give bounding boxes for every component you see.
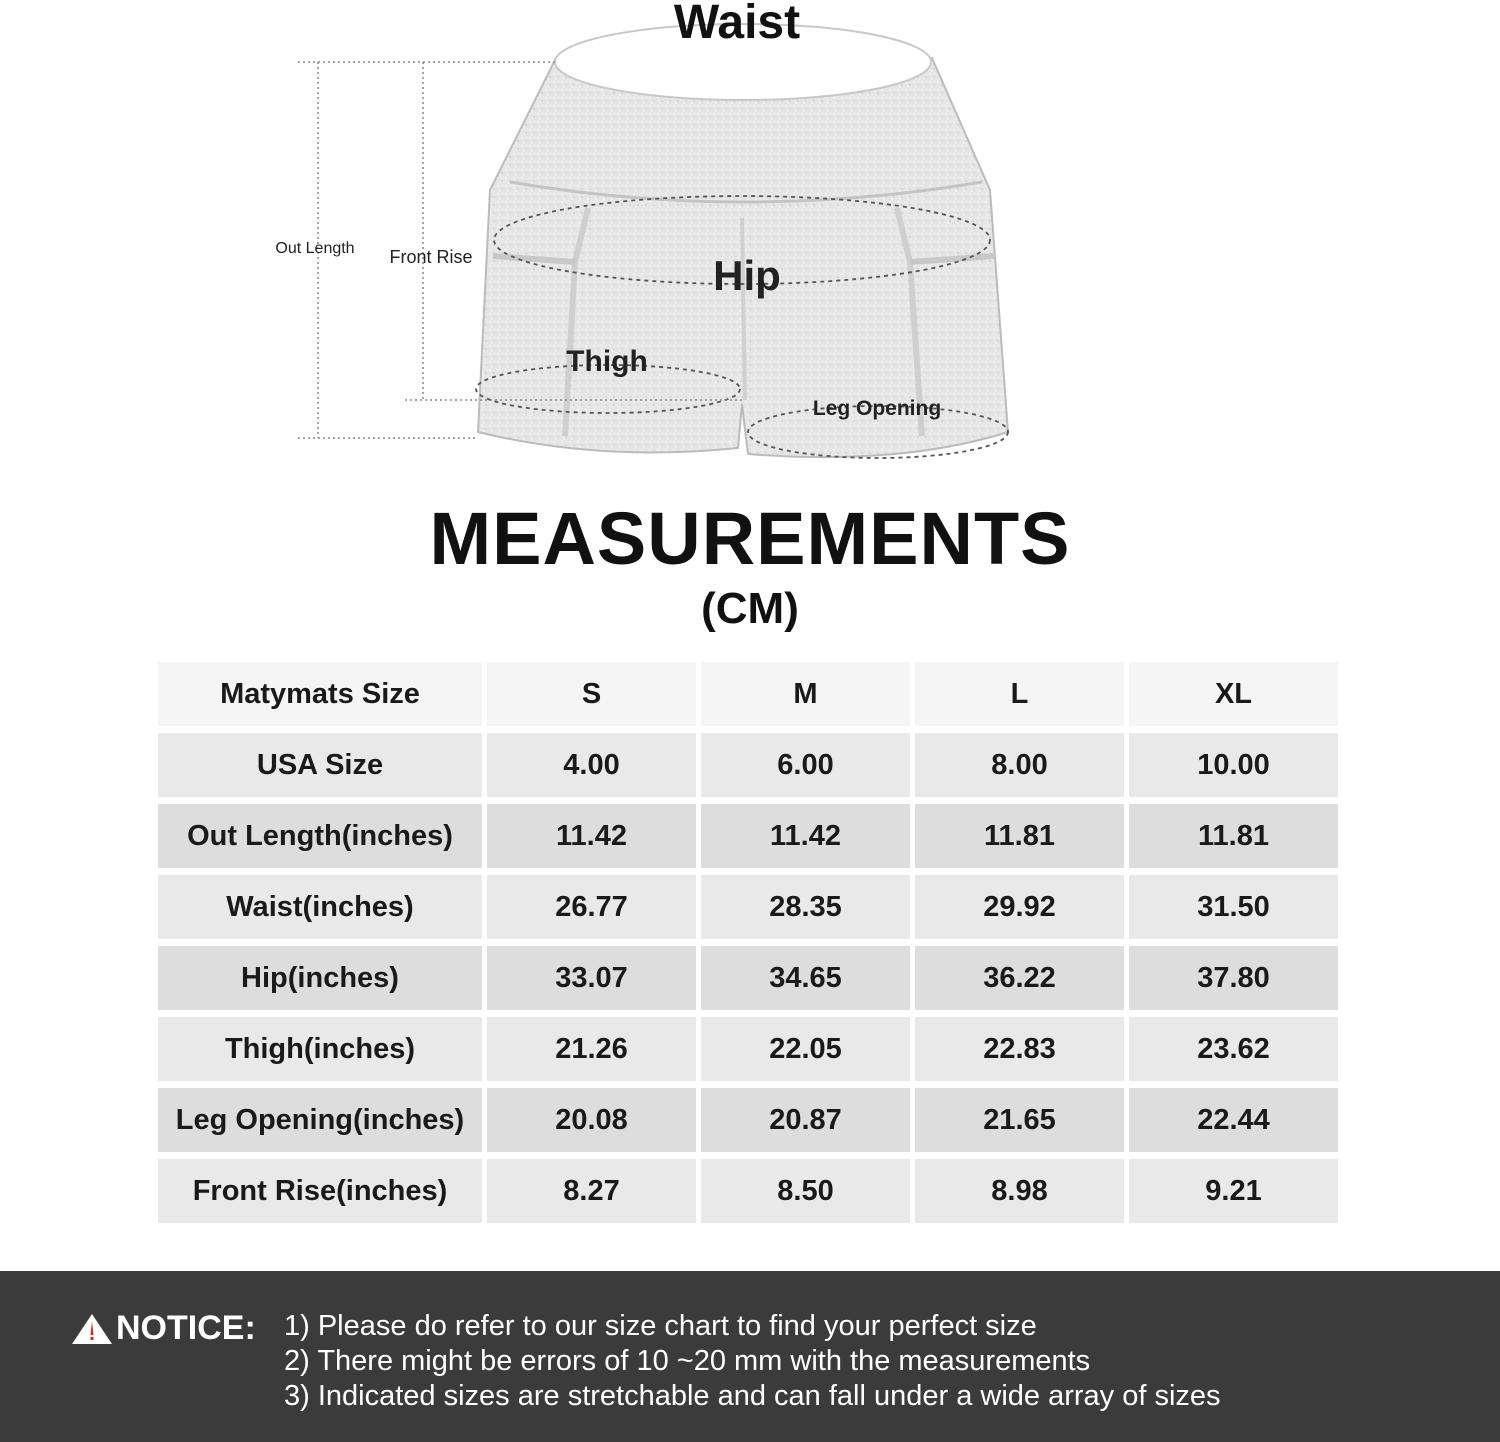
header-cell: Matymats Size xyxy=(158,662,482,726)
table-cell: 23.62 xyxy=(1129,1017,1338,1081)
table-cell: 28.35 xyxy=(701,875,910,939)
table-cell: 22.05 xyxy=(701,1017,910,1081)
table-cell: 34.65 xyxy=(701,946,910,1010)
table-row xyxy=(158,946,1338,1010)
row-label: Front Rise(inches) xyxy=(158,1159,482,1223)
table-row xyxy=(158,875,1338,939)
table-cell: 26.77 xyxy=(487,875,696,939)
table-cell: 11.81 xyxy=(1129,804,1338,868)
table-row xyxy=(158,804,1338,868)
table-cell: 8.50 xyxy=(701,1159,910,1223)
table-cell: 11.42 xyxy=(487,804,696,868)
table-cell: 29.92 xyxy=(915,875,1124,939)
leg-opening-label: Leg Opening xyxy=(812,397,942,420)
table-cell: 22.83 xyxy=(915,1017,1124,1081)
row-label: Thigh(inches) xyxy=(158,1017,482,1081)
shorts-diagram xyxy=(0,0,1500,480)
row-label: Out Length(inches) xyxy=(158,804,482,868)
table-cell: 20.08 xyxy=(487,1088,696,1152)
hip-label: Hip xyxy=(713,252,781,299)
front-rise-label: Front Rise xyxy=(389,247,473,267)
table-row xyxy=(158,1017,1338,1081)
table-cell: 36.22 xyxy=(915,946,1124,1010)
table-cell: 10.00 xyxy=(1129,733,1338,797)
table-cell: 21.65 xyxy=(915,1088,1124,1152)
table-header-row xyxy=(158,662,1338,726)
notice-banner xyxy=(0,1271,1500,1442)
row-label: Leg Opening(inches) xyxy=(158,1088,482,1152)
header-cell: L xyxy=(915,662,1124,726)
table-cell: 8.00 xyxy=(915,733,1124,797)
table-row xyxy=(158,1088,1338,1152)
table-cell: 11.81 xyxy=(915,804,1124,868)
thigh-label: Thigh xyxy=(566,345,648,378)
table-cell: 4.00 xyxy=(487,733,696,797)
table-cell: 31.50 xyxy=(1129,875,1338,939)
waist-label: Waist xyxy=(673,0,801,49)
notice-line: 3) Indicated sizes are stretchable and can fall under a wide array of sizes xyxy=(284,1380,1221,1412)
row-label: USA Size xyxy=(158,733,482,797)
table-cell: 9.21 xyxy=(1129,1159,1338,1223)
table-cell: 37.80 xyxy=(1129,946,1338,1010)
notice-line: 2) There might be errors of 10 ~20 mm with the measurements xyxy=(284,1345,1091,1377)
notice-title: NOTICE: xyxy=(116,1309,256,1347)
out-length-label: Out Length xyxy=(275,240,355,257)
table-cell: 33.07 xyxy=(487,946,696,1010)
table-cell: 20.87 xyxy=(701,1088,910,1152)
size-table xyxy=(158,662,1338,1230)
table-cell: 8.27 xyxy=(487,1159,696,1223)
notice-list xyxy=(284,1309,1221,1414)
table-cell: 21.26 xyxy=(487,1017,696,1081)
row-label: Waist(inches) xyxy=(158,875,482,939)
table-cell: 8.98 xyxy=(915,1159,1124,1223)
table-cell: 11.42 xyxy=(701,804,910,868)
notice-heading xyxy=(70,1309,256,1348)
header-cell: XL xyxy=(1129,662,1338,726)
unit-subtitle: (CM) xyxy=(701,584,799,633)
header-cell: S xyxy=(487,662,696,726)
notice-line: 1) Please do refer to our size chart to find your perfect size xyxy=(284,1310,1037,1342)
page-title: MEASUREMENTS xyxy=(429,497,1071,580)
header-cell: M xyxy=(701,662,910,726)
table-cell: 6.00 xyxy=(701,733,910,797)
table-cell: 22.44 xyxy=(1129,1088,1338,1152)
row-label: Hip(inches) xyxy=(158,946,482,1010)
table-row xyxy=(158,1159,1338,1223)
table-row xyxy=(158,733,1338,797)
warning-icon xyxy=(70,1312,114,1346)
